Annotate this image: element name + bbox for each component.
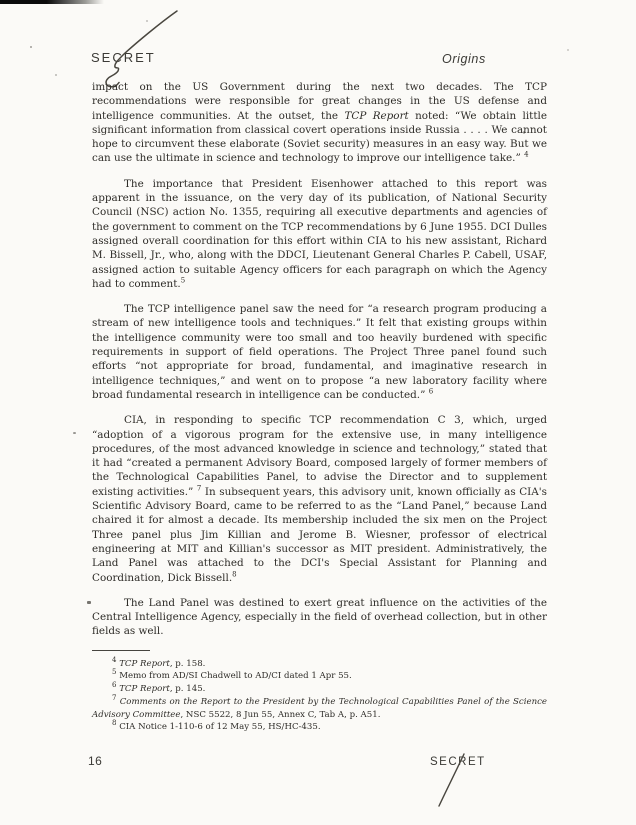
footnote-reference: 8 xyxy=(232,570,237,579)
footnote-reference: 5 xyxy=(180,276,186,285)
footer-classification-stamp xyxy=(430,756,486,768)
footnote-divider xyxy=(92,650,150,651)
italic-text: TCP Report xyxy=(119,684,170,695)
scan-speck xyxy=(55,74,57,76)
footnotes xyxy=(92,655,547,734)
footnote-marker: 6 xyxy=(112,681,117,690)
paragraph xyxy=(92,596,547,639)
scan-speck xyxy=(87,601,91,604)
italic-text: TCP Report xyxy=(344,109,409,122)
footnote-reference: 4 xyxy=(524,151,529,160)
footnote-reference: 6 xyxy=(428,387,434,396)
footnote-marker: 7 xyxy=(112,693,117,702)
text-run: CIA, in responding to specific TCP recommendation C 3, which, urged “adoption of a vigorous program for the extensive use, in many intelligence procedures, of the most advanced knowledge in science and technology,” stated that it had “created a permanent Advisory Board, composed largely of former members of the Technological Capabilities Panel, to advise the Director and to supplement existing activities.” xyxy=(92,414,547,498)
text-run: , p. 145. xyxy=(169,684,206,695)
scan-speck xyxy=(73,432,76,434)
scan-artifact-bar xyxy=(0,0,104,4)
footnote xyxy=(92,693,547,721)
pen-strike-mark-icon xyxy=(84,5,184,90)
footnote xyxy=(92,655,547,671)
scan-speck xyxy=(567,49,569,51)
footer-classification-label: SECRET xyxy=(430,756,486,768)
text-run: CIA Notice 1-110-6 of 12 May 55, HS/HC-435. xyxy=(119,722,321,733)
document-body xyxy=(92,80,547,734)
scan-speck xyxy=(146,20,148,22)
text-run: , p. 158. xyxy=(169,658,206,669)
paragraphs xyxy=(92,80,547,639)
footnote xyxy=(92,670,547,683)
header-classification-label: SECRET xyxy=(91,50,156,65)
text-run: noted: “We obtain little significant information from classical covert operations inside Russia . . . . We cannot hope to circumvent these elaborate (Soviet security) measures in an easy way. But we can use the ultimate in science and technology to improve our intelligence take.” xyxy=(92,109,548,165)
footnote-reference: 7 xyxy=(196,484,202,493)
footnote-marker: 4 xyxy=(112,655,117,664)
text-run: The TCP intelligence panel saw the need for “a research program producing a stream of new intelligence tools and techniques.” It felt that existing groups within the intelligence community were too small and too heavily burdened with specific requirements in support of field operations. The Project Three panel found such efforts “not appropriate for broad, fundamental, and imaginative research in intelligence techniques,” and went on to propose “a new laboratory facility where broad fundamental research in intelligence can be conducted.” xyxy=(92,303,547,401)
paragraph xyxy=(92,413,547,585)
text-run: In subsequent years, this advisory unit, known officially as CIA's Scientific Advisory Board, came to be referred to as the “Land Panel,” because Land chaired it for almost a decade. Its membership included the six men on the Project Three panel plus Jim Killian and Jerome B. Wiesner, professor of electrical engineering at MIT and Killian's successor as MIT president. Administratively, the Land Panel was attached to the DCI's Special Assistant for Planning and Coordination, Dick Bissell. xyxy=(92,485,547,584)
text-run: impact on the US Government during the next two decades. The TCP recommendations were responsible for great changes in the US defense and intelligence communities. At the outset, the xyxy=(92,81,547,122)
scan-speck xyxy=(30,46,32,48)
footnote-marker: 8 xyxy=(112,719,117,728)
footnote xyxy=(92,721,547,734)
header-section-title: Origins xyxy=(442,52,486,66)
italic-text: TCP Report xyxy=(119,658,170,669)
footnote-marker: 5 xyxy=(112,668,117,677)
paragraph xyxy=(92,80,547,166)
text-run: The Land Panel was destined to exert great influence on the activities of the Central Intelligence Agency, especially in the field of overhead collection, but in other fields as well. xyxy=(92,596,547,638)
text-run: Memo from AD/SI Chadwell to AD/CI dated 1 Apr 55. xyxy=(119,671,352,682)
italic-text: Comments on the Report to the President by the Technological Capabilities Panel of the Science Advisory Committee xyxy=(92,696,547,720)
text-run: The importance that President Eisenhower attached to this report was apparent in the issuance, on the very day of its publication, of National Security Council (NSC) action No. 1355, requiring all executive departments and agencies of the government to comment on the TCP recommendations by 6 June 1955. DCI Dulles assigned overall coordination for this effort within CIA to his new assistant, Richard M. Bissell, Jr., who, along with the DDCI, Lieutenant General Charles P. Cabell, USAF, assigned action to suitable Agency officers for each paragraph on which the Agency had to comment. xyxy=(92,177,547,290)
text-run: , NSC 5522, 8 Jun 55, Annex C, Tab A, p. A51. xyxy=(180,709,381,720)
header-classification-stamp xyxy=(91,50,156,65)
paragraph xyxy=(92,177,547,291)
page-number: 16 xyxy=(88,754,103,768)
footnote xyxy=(92,683,547,696)
paragraph xyxy=(92,302,547,402)
